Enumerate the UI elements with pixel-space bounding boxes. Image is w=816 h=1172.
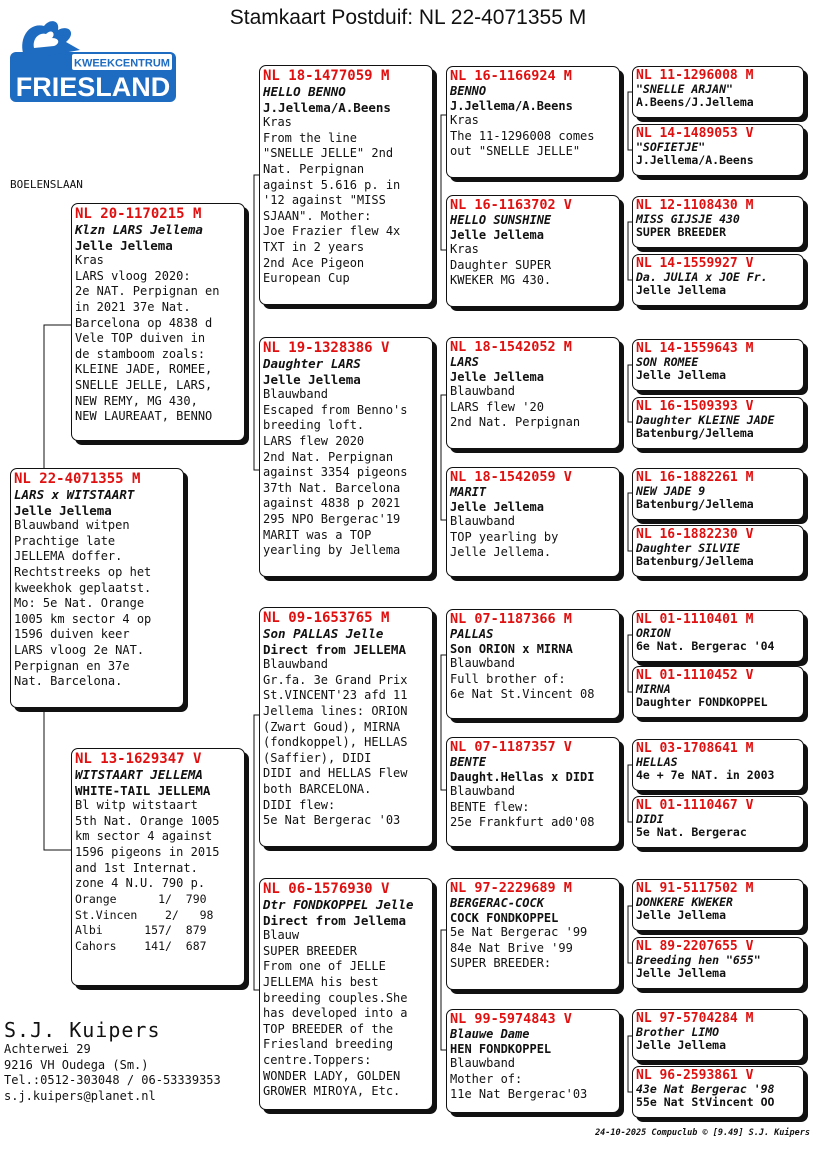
text-line: Kras (75, 253, 104, 268)
pigeon-card-gen4-10[interactable] (632, 666, 804, 718)
text-line: Blauwband (450, 784, 516, 798)
pigeon-card-main[interactable] (10, 468, 184, 708)
text-line: has developed into a (263, 1006, 408, 1021)
pigeon-name: HELLO SUNSHINE (450, 213, 552, 227)
text-line: zone 4 N.U. 790 p. (75, 876, 206, 891)
owner-city: 9216 VH Oudega (Sm.) (4, 1057, 149, 1072)
text-line: JELLEMA his best (263, 974, 379, 989)
pigeon-name: Da. JULIA x JOE Fr. (636, 270, 768, 284)
text-line: SNELLE JELLE, LARS, (75, 377, 213, 392)
pigeon-owner: WHITE-TAIL JELLEMA (75, 782, 211, 798)
text-line: Blauwband (263, 657, 329, 672)
text-line: TXT in 2 years (263, 239, 365, 254)
text-line: The 11-1296008 comes (450, 128, 595, 143)
ring-number: NL 97-5704284 M (636, 1011, 754, 1026)
race-result: Albi 157/ 879 (75, 923, 207, 938)
race-result: Cahors 141/ 687 (75, 939, 207, 954)
pigeon-owner: Batenburg/Jellema (636, 554, 754, 568)
pigeon-name: LARS (450, 355, 479, 369)
pigeon-card-gen3-3[interactable] (446, 337, 620, 449)
ring-number: NL 16-1882261 M (636, 470, 754, 485)
text-line: Mo: 5e Nat. Orange (14, 596, 145, 611)
text-line: LARS vloog 2020: (75, 268, 191, 283)
text-line: Barcelona op 4838 d (75, 315, 213, 330)
text-line: yearling by Jellema (263, 543, 401, 558)
pigeon-owner: COCK FONDKOPPEL (450, 910, 559, 925)
ring-number: NL 16-1163702 V (450, 197, 572, 213)
pigeon-owner: 55e Nat StVincent OO (636, 1095, 775, 1109)
text-line: Nat. Perpignan (263, 161, 365, 176)
text-line: NEW REMY, MG 430, (75, 393, 198, 408)
pigeon-owner: Batenburg/Jellema (636, 426, 754, 440)
owner-name: S.J. Kuipers (4, 1018, 161, 1042)
pigeon-owner: Jelle Jellema (450, 369, 544, 384)
pigeon-name: MIRNA (636, 682, 671, 696)
text-line: kweekhok geplaatst. (14, 580, 152, 595)
pigeon-card-gen3-2[interactable] (446, 195, 620, 307)
pigeon-owner: Jelle Jellema (636, 1038, 727, 1052)
pigeon-card-gen4-16[interactable] (632, 1066, 804, 1118)
text-line: DIDI flew: (263, 797, 336, 812)
text-line: 37th Nat. Barcelona (263, 480, 401, 495)
ring-number: NL 18-1542052 M (450, 339, 572, 355)
pigeon-owner: Daughter FONDKOPPEL (636, 695, 768, 709)
pigeon-card-gen3-7[interactable] (446, 878, 620, 990)
ring-number: NL 14-1489053 V (636, 126, 754, 141)
page-title: Stamkaart Postduif: NL 22-4071355 M (229, 6, 587, 29)
pigeon-name: Breeding hen "655" (636, 953, 761, 967)
ring-number: NL 03-1708641 M (636, 741, 754, 756)
pigeon-owner: HEN FONDKOPPEL (450, 1041, 552, 1056)
text-line: against 5.616 p. in (263, 177, 401, 192)
text-line: Escaped from Benno's (263, 402, 408, 417)
text-line: Jelle Jellema. (450, 545, 552, 560)
text-line: 6e Nat St.Vincent 08 (450, 687, 595, 702)
pigeon-owner: Direct from JELLEMA (263, 641, 406, 657)
pigeon-owner: Direct from Jellema (263, 912, 406, 928)
pigeon-name: PALLAS (450, 627, 494, 641)
pigeon-card-gen4-1[interactable] (632, 66, 804, 118)
text-line: 2e NAT. Perpignan en (75, 284, 220, 299)
pigeon-name: MARIT (450, 485, 487, 499)
text-line: 5e Nat Bergerac '03 (263, 813, 401, 828)
pigeon-owner: Jelle Jellema (14, 502, 112, 518)
ring-number: NL 22-4071355 M (14, 471, 141, 487)
ring-number: NL 89-2207655 V (636, 939, 754, 954)
ring-number: NL 12-1108430 M (636, 198, 754, 213)
text-line: MARIT was a TOP (263, 527, 372, 542)
text-line: against 4838 p 2021 (263, 496, 401, 511)
text-line: (Saffier), DIDI (263, 750, 372, 765)
text-line: 1596 duiven keer (14, 627, 130, 642)
text-line: Kras (263, 115, 292, 130)
pigeon-owner: J.Jellema/A.Beens (450, 98, 573, 113)
text-line: Blauw (263, 928, 300, 943)
pigeon-owner: Jelle Jellema (450, 499, 544, 514)
pigeon-name: Brother LIMO (636, 1025, 720, 1039)
text-line: BENTE flew: (450, 799, 530, 814)
ring-number: NL 18-1542059 V (450, 469, 572, 485)
pigeon-name: NEW JADE 9 (636, 484, 706, 498)
pigeon-card-gen4-5[interactable] (632, 339, 804, 391)
text-line: Rechtstreeks op het (14, 564, 152, 579)
ring-number: NL 99-5974843 V (450, 1011, 572, 1027)
text-line: Perpignan en 37e (14, 658, 130, 673)
pigeon-owner: Jelle Jellema (636, 966, 727, 980)
text-line: From the line (263, 130, 357, 145)
ring-number: NL 11-1296008 M (636, 68, 754, 83)
pigeon-card-dam-sire[interactable] (259, 607, 433, 847)
ring-number: NL 13-1629347 V (75, 751, 202, 767)
ring-number: NL 96-2593861 V (636, 1068, 754, 1083)
pigeon-name: Klzn LARS Jellema (75, 222, 203, 237)
pigeon-owner: J.Jellema/A.Beens (263, 99, 391, 115)
text-line: "SNELLE JELLE" 2nd (263, 146, 394, 161)
pigeon-name: ORION (636, 626, 671, 640)
text-line: 2nd Ace Pigeon (263, 255, 365, 270)
pigeon-name: Daughter KLEINE JADE (636, 413, 775, 427)
pigeon-owner: Jelle Jellema (636, 908, 727, 922)
pigeon-card-gen4-13[interactable] (632, 879, 804, 931)
pigeon-name: Daughter SILVIE (636, 541, 740, 555)
text-line: Full brother of: (450, 671, 566, 686)
race-result: Orange 1/ 790 (75, 891, 207, 906)
footer-credit: 24-10-2025 Compuclub © [9.49] S.J. Kuipers (595, 1128, 810, 1138)
text-line: Kras (450, 113, 479, 127)
text-line: 2nd Nat. Perpignan (263, 449, 394, 464)
text-line: Daughter SUPER (450, 257, 552, 272)
pigeon-owner: Jelle Jellema (263, 371, 361, 387)
pigeon-card-gen4-12[interactable] (632, 796, 804, 848)
text-line: TOP yearling by (450, 529, 559, 544)
text-line: JELLEMA doffer. (14, 549, 123, 564)
ring-number: NL 14-1559927 V (636, 256, 754, 271)
pigeon-card-dam[interactable] (71, 748, 245, 986)
pigeon-card-gen3-6[interactable] (446, 737, 620, 847)
text-line: WONDER LADY, GOLDEN (263, 1068, 401, 1083)
text-line: TOP BREEDER of the (263, 1021, 394, 1036)
text-line: Blauwband (450, 384, 516, 398)
pigeon-name: 43e Nat Bergerac '98 (636, 1082, 775, 1096)
text-line: and 1st Internat. (75, 860, 198, 875)
owner-email[interactable]: s.j.kuipers@planet.nl (4, 1088, 156, 1103)
owner-block (4, 1018, 221, 1104)
text-line: 2nd Nat. Perpignan (450, 415, 581, 430)
pigeon-owner: 4e + 7e NAT. in 2003 (636, 768, 775, 782)
pigeon-card-gen4-9[interactable] (632, 610, 804, 662)
text-line: LARS flew 2020 (263, 433, 365, 448)
text-line: km sector 4 against (75, 829, 213, 844)
pigeon-name: BENNO (450, 84, 487, 98)
pigeon-card-gen4-8[interactable] (632, 525, 804, 577)
pigeon-card-gen4-15[interactable] (632, 1009, 804, 1061)
ring-number: NL 14-1559643 M (636, 341, 754, 356)
ring-number: NL 16-1509393 V (636, 399, 754, 414)
text-line: Blauwband (450, 514, 516, 528)
ring-number: NL 16-1882230 V (636, 527, 754, 542)
text-line: against 3354 pigeons (263, 465, 408, 480)
pigeon-name: "SOFIETJE" (636, 140, 706, 154)
pigeon-name: DIDI (636, 812, 664, 826)
pigeon-card-gen4-14[interactable] (632, 937, 804, 989)
text-line: Mother of: (450, 1071, 523, 1086)
ring-number: NL 01-1110467 V (636, 798, 754, 813)
text-line: SJAAN". Mother: (263, 208, 372, 223)
loft-note: BOELENSLAAN (10, 178, 83, 191)
pigeon-card-gen4-4[interactable] (632, 254, 804, 306)
text-line: breeding couples.She (263, 990, 408, 1005)
pigeon-card-gen3-1[interactable] (446, 66, 620, 178)
pigeon-owner: J.Jellema/A.Beens (636, 153, 754, 167)
logo-bottom-text: FRIESLAND (15, 72, 171, 102)
text-line: GROWER MIROYA, Etc. (263, 1084, 401, 1099)
pigeon-owner: Jelle Jellema (636, 368, 727, 382)
ring-number: NL 07-1187366 M (450, 611, 572, 627)
text-line: LARS vloog 2e NAT. (14, 642, 145, 657)
pigeon-owner: Batenburg/Jellema (636, 497, 754, 511)
pigeon-name: BENTE (450, 755, 487, 769)
pigeon-card-gen4-11[interactable] (632, 739, 804, 791)
text-line: Blauwband (263, 387, 329, 402)
pigeon-name: MISS GIJSJE 430 (636, 212, 740, 226)
text-line: 84e Nat Brive '99 (450, 940, 573, 955)
text-line: Bl witp witstaart (75, 798, 198, 813)
ring-number: NL 09-1653765 M (263, 610, 390, 626)
pigeon-card-dam-dam[interactable] (259, 878, 433, 1110)
text-line: DIDI and HELLAS Flew (263, 766, 408, 781)
pigeon-name: HELLAS (636, 755, 678, 769)
text-line: KWEKER MG 430. (450, 273, 552, 288)
text-line: 5e Nat Bergerac '99 (450, 925, 588, 939)
pigeon-owner: Son ORION x MIRNA (450, 641, 573, 656)
pigeon-owner: Jelle Jellema (636, 283, 727, 297)
text-line: out "SNELLE JELLE" (450, 144, 581, 159)
ring-number: NL 01-1110401 M (636, 612, 754, 627)
pigeon-name: Son PALLAS Jelle (263, 626, 384, 641)
text-line: '12 against "MISS (263, 193, 386, 208)
text-line: Prachtige late (14, 533, 116, 548)
pigeon-owner: Jelle Jellema (450, 227, 544, 242)
pigeon-name: BERGERAC-COCK (450, 896, 544, 910)
pigeon-owner: 5e Nat. Bergerac (636, 825, 747, 839)
pigeon-card-gen3-8[interactable] (446, 1009, 620, 1113)
text-line: Joe Frazier flew 4x (263, 224, 401, 239)
ring-number: NL 16-1166924 M (450, 68, 572, 84)
text-line: Blauwband (450, 656, 516, 670)
pigeon-name: LARS x WITSTAART (14, 487, 135, 502)
pigeon-name: HELLO BENNO (263, 84, 346, 99)
text-line: in 2021 37e Nat. (75, 299, 191, 314)
text-line: Blauwband witpen (14, 518, 130, 533)
pigeon-owner: 6e Nat. Bergerac '04 (636, 639, 775, 653)
text-line: KLEINE JADE, ROMEE, (75, 362, 213, 377)
pigeon-card-sire-dam[interactable] (259, 337, 433, 577)
owner-address: Achterwei 29 (4, 1042, 91, 1056)
pigeon-card-gen4-7[interactable] (632, 468, 804, 520)
pigeon-name: "SNELLE ARJAN" (636, 82, 733, 96)
pigeon-name: DONKERE KWEKER (636, 895, 733, 909)
text-line: 11e Nat Bergerac'03 (450, 1087, 588, 1102)
text-line: 5th Nat. Orange 1005 (75, 813, 220, 828)
text-line: From one of JELLE (263, 959, 386, 974)
race-result: St.Vincen 2/ 98 (75, 907, 214, 922)
text-line: (fondkoppel), HELLAS (263, 735, 408, 750)
text-line: European Cup (263, 271, 350, 286)
pigeon-name: Blauwe Dame (450, 1027, 530, 1041)
pigeon-name: WITSTAART JELLEMA (75, 767, 203, 782)
ring-number: NL 01-1110452 V (636, 668, 754, 683)
ring-number: NL 19-1328386 V (263, 340, 390, 356)
pigeon-card-sire[interactable] (71, 203, 245, 441)
ring-number: NL 18-1477059 M (263, 68, 390, 84)
text-line: SUPER BREEDER (263, 943, 357, 958)
text-line: St.VINCENT'23 afd 11 (263, 688, 408, 703)
pigeon-name: Dtr FONDKOPPEL Jelle (263, 897, 414, 912)
ring-number: NL 20-1170215 M (75, 206, 202, 222)
pigeon-card-sire-sire[interactable] (259, 65, 433, 305)
text-line: 1005 km sector 4 op (14, 611, 152, 626)
logo-top-text: KWEEKCENTRUM (74, 57, 170, 70)
text-line: Vele TOP duiven in (75, 331, 206, 346)
text-line: Blauwband (450, 1056, 516, 1070)
text-line: LARS flew '20 (450, 399, 544, 414)
pigeon-name: Daughter LARS (263, 356, 361, 371)
pigeon-owner: SUPER BREEDER (636, 225, 727, 239)
ring-number: NL 97-2229689 M (450, 880, 572, 896)
pigeon-card-gen4-2[interactable] (632, 124, 804, 176)
text-line: 1596 pigeons in 2015 (75, 844, 220, 859)
text-line: 25e Frankfurt ad0'08 (450, 815, 595, 830)
text-line: both BARCELONA. (263, 781, 372, 796)
text-line: breeding loft. (263, 418, 365, 433)
pigeon-owner: A.Beens/J.Jellema (636, 95, 754, 109)
pigeon-card-gen4-6[interactable] (632, 397, 804, 449)
pigeon-card-gen3-4[interactable] (446, 467, 620, 577)
ring-number: NL 06-1576930 V (263, 881, 390, 897)
text-line: Jellema lines: ORION (263, 703, 408, 718)
text-line: 295 NPO Bergerac'19 (263, 511, 401, 526)
text-line: SUPER BREEDER: (450, 956, 552, 971)
pigeon-owner: Daught.Hellas x DIDI (450, 769, 595, 784)
text-line: Gr.fa. 3e Grand Prix (263, 672, 408, 687)
text-line: (Zwart Goud), MIRNA (263, 719, 401, 734)
pigeon-name: SON ROMEE (636, 355, 699, 369)
text-line: NEW LAUREAAT, BENNO (75, 409, 213, 424)
text-line: Kras (450, 242, 479, 256)
text-line: centre.Toppers: (263, 1052, 372, 1067)
owner-phone: Tel.:0512-303048 / 06-53339353 (4, 1073, 221, 1087)
text-line: de stamboom zoals: (75, 346, 206, 361)
ring-number: NL 91-5117502 M (636, 881, 754, 896)
text-line: Friesland breeding (263, 1037, 394, 1052)
pigeon-owner: Jelle Jellema (75, 237, 173, 253)
pigeon-card-gen4-3[interactable] (632, 196, 804, 248)
text-line: Nat. Barcelona. (14, 674, 123, 689)
pigeon-card-gen3-5[interactable] (446, 609, 620, 719)
ring-number: NL 07-1187357 V (450, 739, 572, 755)
